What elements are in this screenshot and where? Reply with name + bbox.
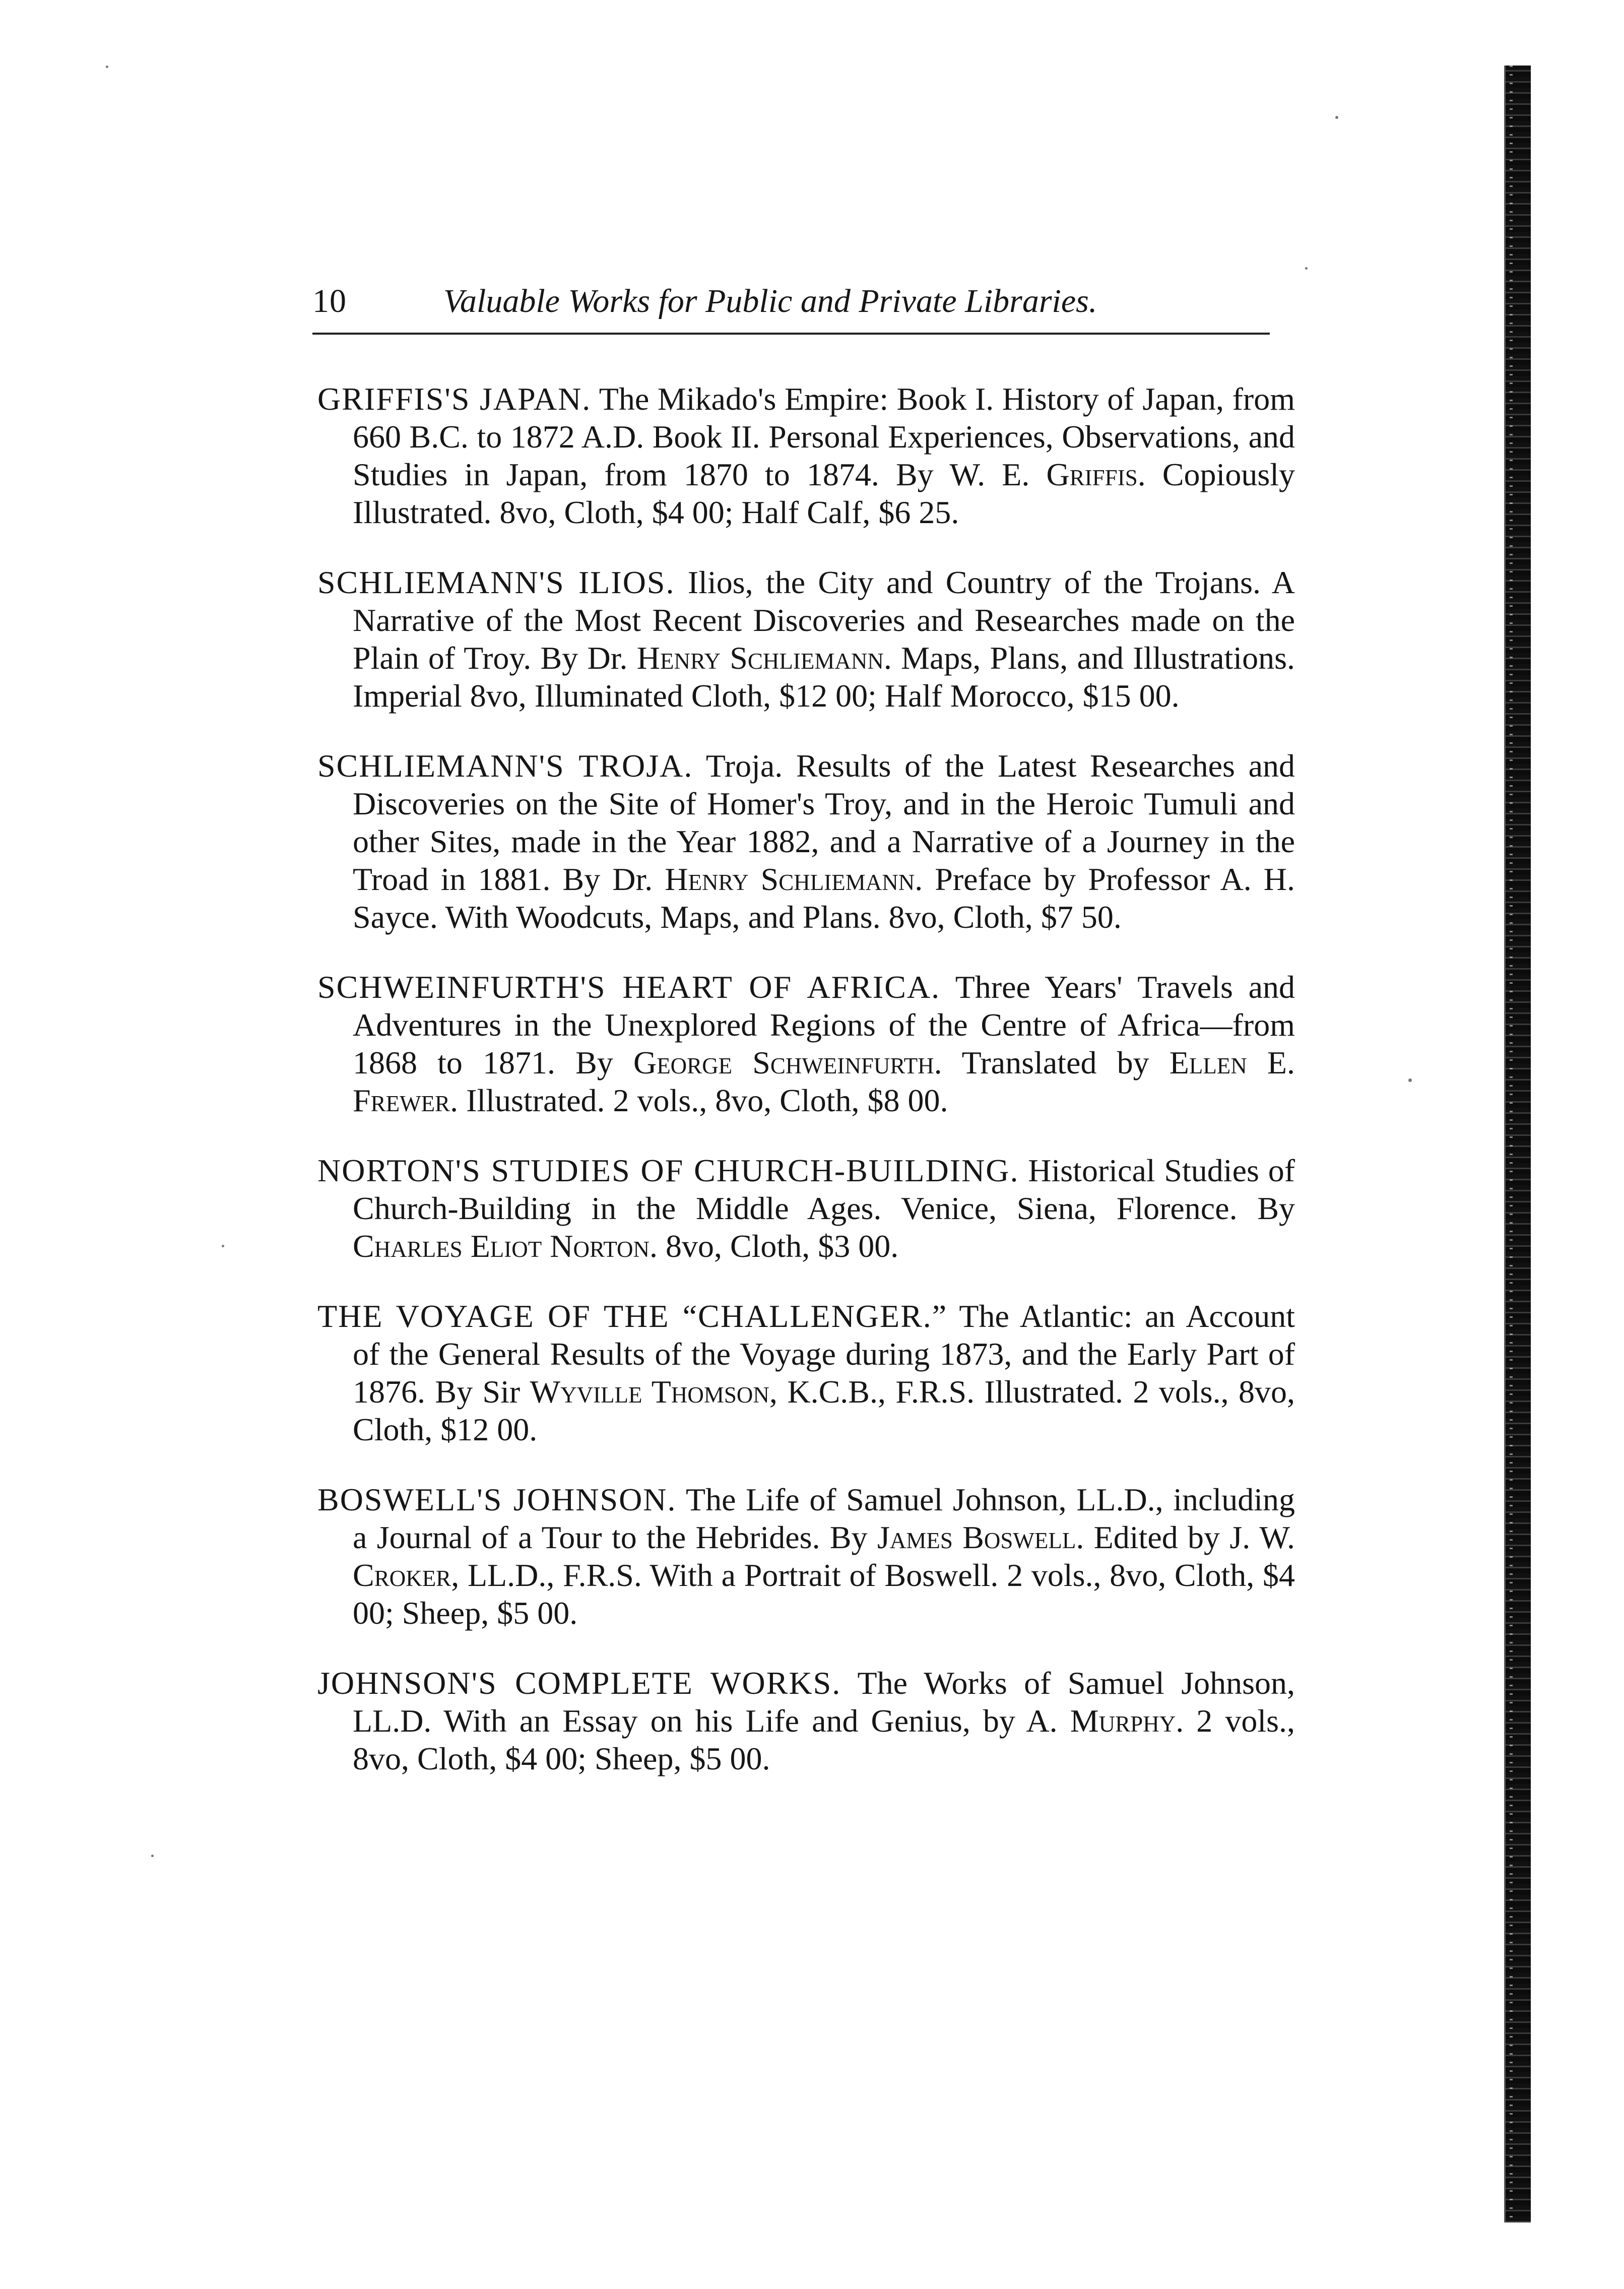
entry-description: The Mikado's Empire: Book I. History of Japan, from 660 B.C. to 1872 A.D. Book II. Personal Experiences, Observations, and Studies in Japan, from 1870 to 1874. By W. E. <box>353 381 1295 492</box>
entry-title: SCHWEINFURTH'S HEART OF AFRICA. <box>317 969 941 1005</box>
running-title: Valuable Works for Public and Private Libraries. <box>443 283 1097 320</box>
speck <box>151 1855 154 1857</box>
speck <box>106 66 108 68</box>
entry-title: SCHLIEMANN'S ILIOS. <box>317 564 675 600</box>
speck <box>1335 116 1338 119</box>
speck <box>222 1245 224 1247</box>
catalog-entry <box>317 747 1295 936</box>
catalog-entry <box>317 968 1295 1119</box>
entry-description: The Atlantic: an Account of the General Results of the Voyage during 1873, and the Early Part of 1876. By Sir <box>353 1298 1295 1410</box>
catalog-entry <box>317 563 1295 715</box>
entry-translator: Ellen E. Frewer <box>353 1045 1295 1118</box>
entry-description-end: . Preface by Professor A. H. Sayce. With Woodcuts, Maps, and Plans. 8vo, Cloth, $7 50. <box>353 861 1295 935</box>
entry-description-end: . 2 vols., 8vo, Cloth, $4 00; Sheep, $5 00. <box>353 1703 1295 1776</box>
catalog-entry <box>317 1152 1295 1265</box>
entry-description-end: . Maps, Plans, and Illustrations. Imperial 8vo, Illuminated Cloth, $12 00; Half Morocco, $15 00. <box>353 640 1295 714</box>
entry-author: Griffis <box>1046 457 1138 492</box>
entry-description: The Life of Samuel Johnson, LL.D., including a Journal of a Tour to the Hebrides. By <box>353 1482 1295 1555</box>
entry-title: NORTON'S STUDIES OF CHURCH-BUILDING. <box>317 1153 1019 1188</box>
speck <box>1408 1078 1412 1082</box>
entry-description: Troja. Results of the Latest Researches and Discoveries on the Site of Homer's Troy, and in the Heroic Tumuli and other Sites, made in the Year 1882, and a Narrative of a Journey in the Troad in 1881. By Dr. <box>353 748 1295 897</box>
entry-author: Murphy <box>1070 1703 1176 1739</box>
entry-description-middle: . Translated by <box>934 1045 1170 1080</box>
page-number: 10 <box>312 283 347 320</box>
speck <box>1305 267 1308 270</box>
catalog-entries <box>317 348 1295 1809</box>
entry-title: SCHLIEMANN'S TROJA. <box>317 748 693 784</box>
entry-description: Historical Studies of Church-Building in the Middle Ages. Venice, Siena, Florence. By <box>353 1153 1295 1226</box>
entry-editor: Croker <box>353 1557 451 1593</box>
entry-description-end: . Illustrated. 2 vols., 8vo, Cloth, $8 00. <box>450 1083 948 1118</box>
entry-description-middle: . Edited by J. W. <box>1076 1519 1295 1555</box>
entry-author: Henry Schliemann <box>665 861 915 897</box>
entry-description: The Works of Samuel Johnson, LL.D. With an Essay on his Life and Genius, by A. <box>353 1665 1295 1739</box>
entry-description: Ilios, the City and Country of the Trojans. A Narrative of the Most Recent Discoveries and Researches made on the Plain of Troy. By Dr. <box>353 564 1295 676</box>
entry-author: Henry Schliemann <box>636 640 884 676</box>
entry-author: James Boswell <box>877 1519 1076 1555</box>
entry-author: Charles Eliot Norton <box>353 1228 649 1264</box>
running-head <box>312 272 1270 335</box>
catalog-entry <box>317 1481 1295 1632</box>
binding-edge <box>1504 66 1531 2222</box>
entry-title: THE VOYAGE OF THE “CHALLENGER.” <box>317 1298 948 1334</box>
entry-author: George Schweinfurth <box>633 1045 934 1080</box>
entry-description-end: . 8vo, Cloth, $3 00. <box>649 1228 899 1264</box>
entry-description-end: . Copiously Illustrated. 8vo, Cloth, $4 00; Half Calf, $6 25. <box>353 457 1295 530</box>
entry-title: GRIFFIS'S JAPAN. <box>317 381 592 417</box>
entry-description-end: , LL.D., F.R.S. With a Portrait of Boswell. 2 vols., 8vo, Cloth, $4 00; Sheep, $5 00. <box>353 1557 1295 1631</box>
catalog-entry <box>317 380 1295 531</box>
entry-title: JOHNSON'S COMPLETE WORKS. <box>317 1665 841 1701</box>
entry-author: Wyville Thomson <box>530 1374 769 1410</box>
entry-description: Three Years' Travels and Adventures in the Unexplored Regions of the Centre of Africa—from 1868 to 1871. By <box>353 969 1295 1080</box>
catalog-entry <box>317 1664 1295 1777</box>
entry-title: BOSWELL'S JOHNSON. <box>317 1482 677 1517</box>
catalog-entry <box>317 1297 1295 1448</box>
entry-description-end: , K.C.B., F.R.S. Illustrated. 2 vols., 8vo, Cloth, $12 00. <box>353 1374 1295 1447</box>
